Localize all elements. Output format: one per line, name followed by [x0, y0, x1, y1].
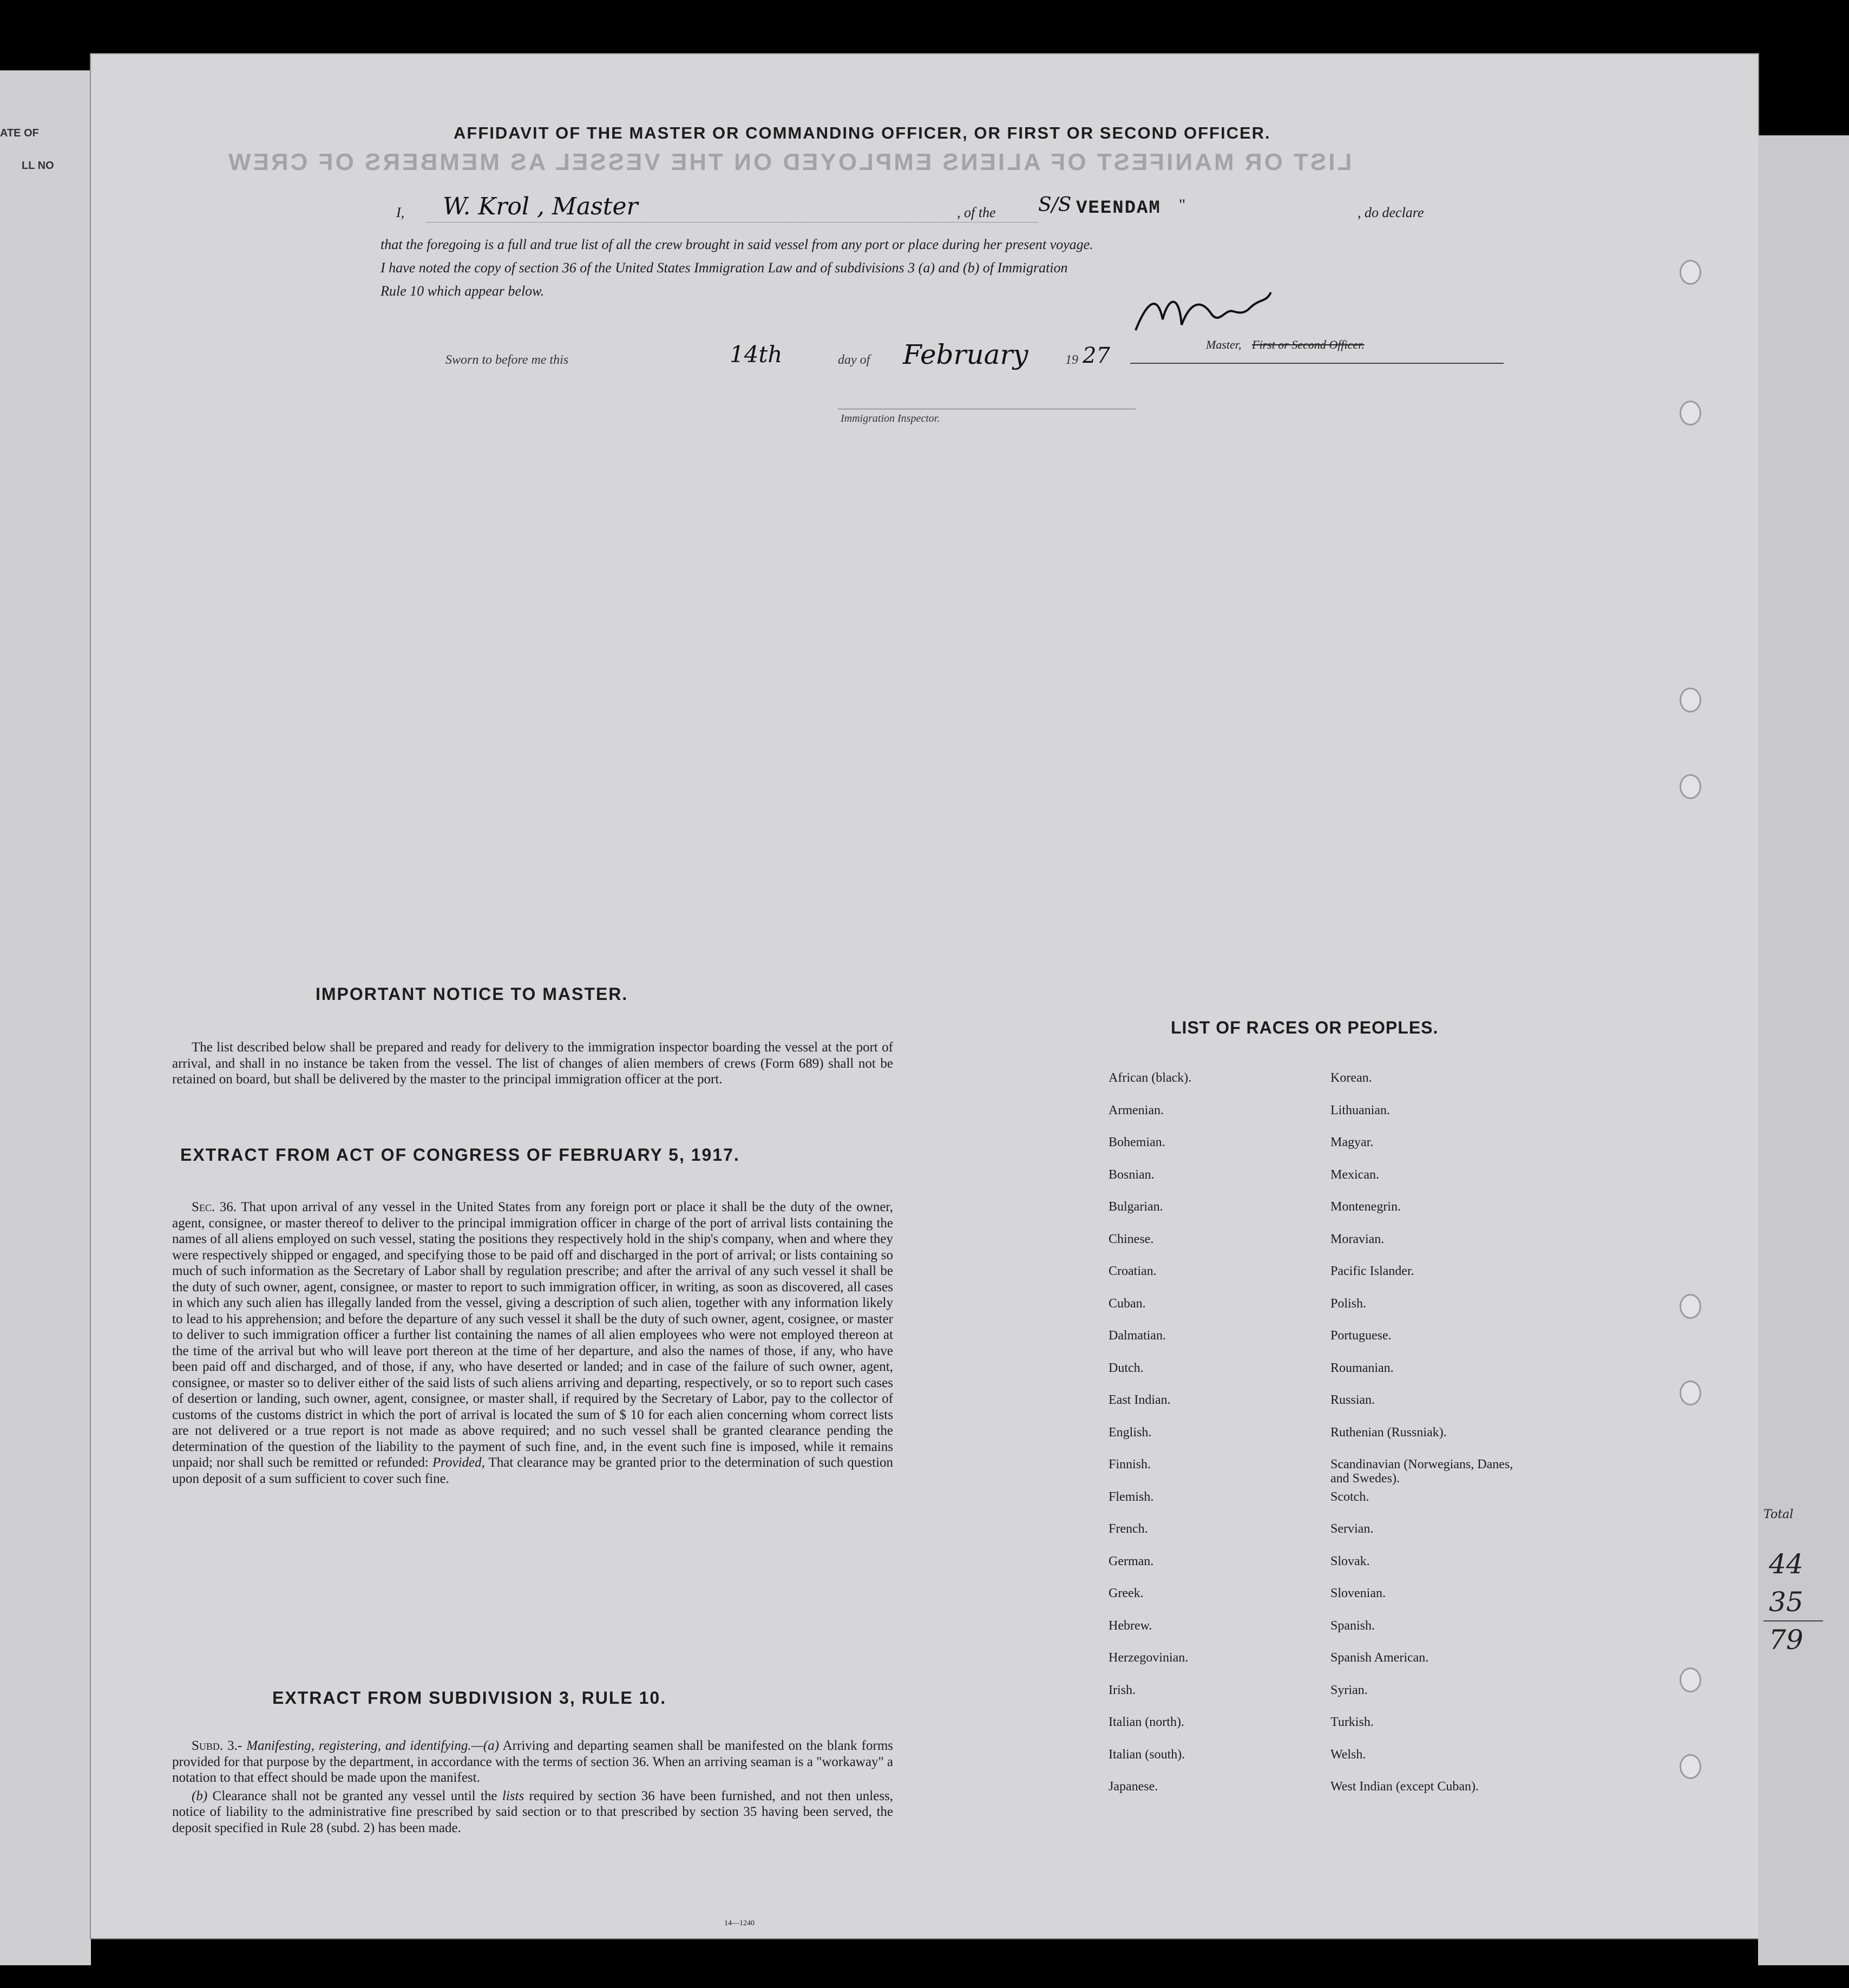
race-item: Portuguese. [1330, 1329, 1392, 1343]
edge-mark-top: ATE OF [0, 127, 39, 139]
sec-36-paragraph [172, 1199, 893, 1487]
tally-rule [1763, 1620, 1823, 1621]
extract-rule-heading: EXTRACT FROM SUBDIVISION 3, RULE 10. [272, 1688, 667, 1708]
subd-title: - Manifesting, registering, and identifying. [237, 1738, 471, 1753]
punch-hole-icon [1680, 260, 1701, 285]
affidavit-line-2: that the foregoing is a full and true list of all the crew brought in said vessel from any port or place during her present voyage. [381, 237, 1093, 252]
subd-para-b [172, 1788, 893, 1836]
sec-label: Sec. 36. [192, 1200, 237, 1214]
race-item: Mexican. [1330, 1167, 1379, 1182]
document-page [91, 54, 1804, 1938]
race-item: Bohemian. [1109, 1135, 1165, 1149]
extract-act-heading: EXTRACT FROM ACT OF CONGRESS OF FEBRUARY 5, 1917. [180, 1145, 740, 1165]
race-item: Scotch. [1330, 1489, 1369, 1504]
race-item: Croatian. [1109, 1264, 1157, 1278]
punch-hole-icon [1680, 1381, 1701, 1405]
race-item: Spanish. [1330, 1618, 1375, 1633]
punch-hole-icon [1680, 688, 1701, 712]
races-left-column [1109, 1071, 1191, 1812]
race-item: Montenegrin. [1330, 1200, 1401, 1214]
signer-name-handwritten: W. Krol , Master [443, 193, 638, 220]
notice-heading: IMPORTANT NOTICE TO MASTER. [316, 984, 628, 1004]
race-item: Bulgarian. [1109, 1200, 1163, 1214]
race-item: East Indian. [1109, 1393, 1171, 1407]
subd-para-a [172, 1738, 893, 1786]
tally-label: Total [1763, 1508, 1794, 1521]
punch-hole-icon [1680, 1754, 1701, 1779]
year-handwritten: 27 [1083, 343, 1110, 368]
race-item: Dalmatian. [1109, 1329, 1166, 1343]
affidavit-line-3: I have noted the copy of section 36 of the United States Immigration Law and of subdivisions 3 (a) and (b) of Immigration [381, 260, 1068, 276]
race-item: Servian. [1330, 1522, 1374, 1536]
form-number: 14—1240 [724, 1919, 755, 1927]
master-signature-handwritten [1130, 282, 1293, 346]
race-item: Turkish. [1330, 1715, 1374, 1729]
race-item: Polish. [1330, 1296, 1367, 1311]
race-item: French. [1109, 1522, 1148, 1536]
race-item: Ruthenian (Russniak). [1330, 1425, 1447, 1440]
day-of-label: day of [838, 353, 870, 367]
caption-master: Master, [1206, 338, 1242, 351]
signature-line [1130, 363, 1504, 364]
notice-body [172, 1039, 893, 1090]
race-item: Flemish. [1109, 1489, 1154, 1504]
tally-value-2: 35 [1769, 1586, 1804, 1618]
race-item: African (black). [1109, 1071, 1192, 1085]
tally-value-total: 79 [1769, 1624, 1804, 1656]
race-item: Hebrew. [1109, 1618, 1152, 1633]
para-b-lists: lists [502, 1788, 524, 1803]
subd-label: Subd. 3. [192, 1738, 238, 1753]
bleed-through-text: LIST OR MANIFEST OF ALIENS EMPLOYED ON THE VESSEL AS MEMBERS OF CREW [226, 149, 1352, 175]
race-item: Moravian. [1330, 1232, 1385, 1246]
race-item: Chinese. [1109, 1232, 1154, 1246]
affidavit-line-4: Rule 10 which appear below. [381, 283, 545, 299]
race-item: Greek. [1109, 1586, 1144, 1600]
race-item: Syrian. [1330, 1683, 1368, 1697]
race-item: Herzegovinian. [1109, 1651, 1189, 1665]
race-item: Magyar. [1330, 1135, 1374, 1149]
race-item: Slovak. [1330, 1554, 1370, 1568]
para-a-text: Arriving and departing seamen shall be manifested on the blank forms provided for that purpose by the department, in accordance with the terms of section 36. When an arriving seaman is a "workaway" a notation to that effect should be made upon the manifest. [172, 1738, 894, 1785]
sworn-label: Sworn to before me this [445, 353, 569, 367]
punch-hole-icon [1680, 774, 1701, 799]
race-item: Scandinavian (Norwegians, Danes, and Swedes). [1330, 1457, 1513, 1486]
caption-officers-struck: First or Second Officer. [1252, 338, 1365, 351]
race-item: Bosnian. [1109, 1167, 1155, 1182]
race-item: Lithuanian. [1330, 1103, 1390, 1117]
para-b-text: required by section 36 have been furnished, and not then unless, notice of liability to the administrative fine prescribed by said section or to that prescribed by section 35 having been served, the deposit specified in Rule 28 (subd. 2) has been made. [172, 1788, 894, 1835]
para-b-label: (b) [192, 1788, 208, 1803]
punch-hole-icon [1680, 1667, 1701, 1692]
races-heading: LIST OF RACES OR PEOPLES. [1171, 1018, 1439, 1037]
sec-36-text: That upon arrival of any vessel in the United States from any foreign port or place it shall be the duty of the owner, agent, consignee, or master thereof to deliver to the principal immigration officer in charge of the port of arrival lists containing the names of all aliens employed on such vessel, stating the positions they respectively hold in the ship's company, when and where they were respectively shipped or engaged, and specifying those to be paid off and discharged in the port of arrival; or lists containing so much of such information as the Secretary of Labor shall by regulation prescribe; and after the arrival of any such vessel it shall be the duty of such owner, agent, consignee, or master to report to such immigration officer, in writing, as soon as discovered, all cases in which any such alien has illegally landed from the vessel, giving a description of such alien, together with any information likely to lead to his apprehension; and before the departure of any such vessel it shall be the duty of such owner, agent, cosignee, or master to deliver to such immigration officer a further list containing the names of all alien employees who were not employed thereon at the time of the arrival but who will leave port thereon at the time of her departure, and also the names of those, if any, who have been paid off and discharged, and of those, if any, who have deserted or landed; and in case of the failure of such owner, agent, consignee, or master so to deliver either of the said lists of such aliens arriving and departing, respectively, or so to report such cases of desertion or landing, such owner, agent, consignee, or master shall, if required by the Secretary of Labor, pay to the collector of customs of the customs district in which the port of arrival is located the sum of $ 10 for each alien concerning whom correct lists are not delivered or a true report is not made as above required; and no such vessel shall be granted clearance pending the determination of the question of the liability to the payment of such fine, and, in the event such fine is imposed, while it remains unpaid; nor shall such be remitted or refunded: [172, 1200, 894, 1470]
race-item: Dutch. [1109, 1361, 1144, 1375]
para-b-start: Clearance shall not be granted any vessel until the [212, 1788, 497, 1803]
edge-mark-mid: LL NO [22, 160, 54, 172]
punch-hole-icon [1680, 1294, 1701, 1319]
race-item: Armenian. [1109, 1103, 1164, 1117]
extract-act-body [172, 1199, 893, 1489]
provided-label: Provided, [432, 1455, 485, 1470]
sec-36-text-end: That clearance may be granted prior to the determination of such question upon deposit of a sum sufficient to cover such fine. [172, 1455, 894, 1486]
race-item: Slovenian. [1330, 1586, 1386, 1600]
punch-hole-icon [1680, 401, 1701, 426]
extract-rule-body [172, 1738, 893, 1838]
race-item: Korean. [1330, 1071, 1372, 1085]
day-handwritten: 14th [730, 341, 783, 368]
affidavit-i-label: I, [396, 205, 405, 220]
race-item: English. [1109, 1425, 1152, 1440]
race-item: German. [1109, 1554, 1154, 1568]
underlying-sheet-left-edge [0, 70, 91, 1965]
tally-value-1: 44 [1769, 1548, 1804, 1580]
vessel-prefix-handwritten: S/S [1038, 194, 1072, 216]
inspector-caption: Immigration Inspector. [841, 413, 940, 424]
notice-text: The list described below shall be prepared and ready for delivery to the immigration inspector boarding the vessel at the port of arrival, and shall in no instance be taken from the vessel. The list of changes of alien members of crews (Form 689) shall not be retained on board, but shall be delivered by the master to the principal immigration officer at the port. [172, 1040, 893, 1087]
race-item: Cuban. [1109, 1296, 1146, 1311]
race-item: Italian (south). [1109, 1747, 1185, 1762]
races-right-column [1330, 1071, 1525, 1812]
vessel-suffix: " [1179, 196, 1186, 214]
race-item: Pacific Islander. [1330, 1264, 1414, 1278]
signer-underline [427, 222, 1038, 223]
of-the-label: , of the [957, 205, 996, 220]
do-declare-label: , do declare [1358, 205, 1424, 220]
vessel-name: VEENDAM [1076, 198, 1161, 219]
month-handwritten: February [903, 339, 1028, 370]
race-item: Italian (north). [1109, 1715, 1184, 1729]
race-item: Russian. [1330, 1393, 1375, 1407]
year-prefix: 19 [1065, 353, 1078, 367]
underlying-manifest-sheet [1758, 135, 1849, 1965]
race-item: Welsh. [1330, 1747, 1366, 1762]
race-item: Japanese. [1109, 1780, 1158, 1794]
race-item: Finnish. [1109, 1457, 1151, 1472]
para-a-label: —(a) [471, 1738, 499, 1753]
race-item: Irish. [1109, 1683, 1136, 1697]
race-item: Spanish American. [1330, 1651, 1429, 1665]
affidavit-heading: AFFIDAVIT OF THE MASTER OR COMMANDING OFFICER, OR FIRST OR SECOND OFFICER. [454, 123, 1271, 142]
race-item: West Indian (except Cuban). [1330, 1780, 1479, 1794]
race-item: Roumanian. [1330, 1361, 1394, 1375]
